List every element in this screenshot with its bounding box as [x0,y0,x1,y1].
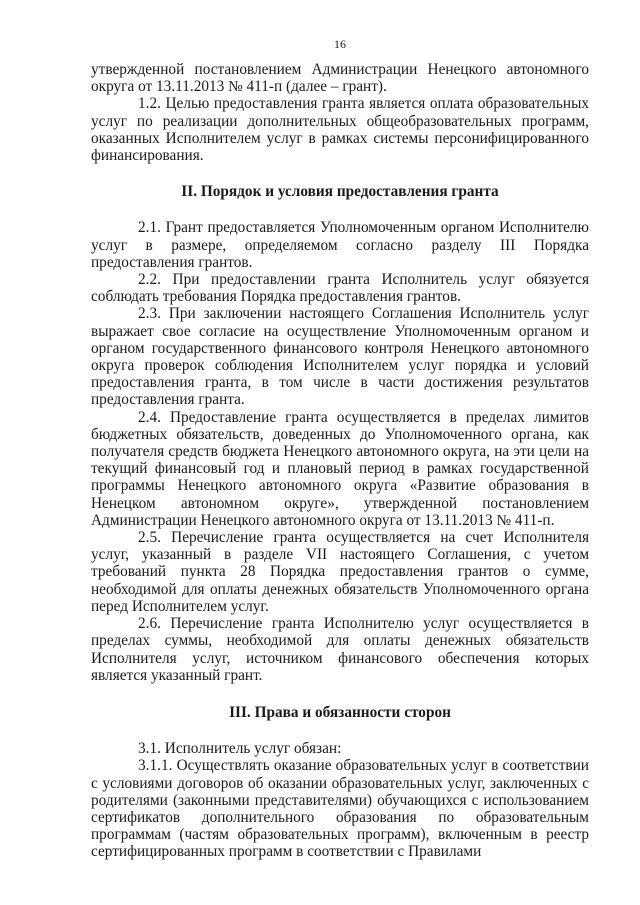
spacer [91,200,589,219]
paragraph-continuation: утвержденной постановлением Администрации Ненецкого автономного округа от 13.11.2013 № 411-п (далее – грант). [91,61,589,96]
paragraph-2-2: 2.2. При предоставлении гранта Исполнитель услуг обязуется соблюдать требования Порядка предоставления грантов. [91,271,589,306]
paragraph-3-1-1: 3.1.1. Осуществлять оказание образовательных услуг в соответствии с условиями договоров об оказании образовательных услуг, заключенных с родителями (законными представителями) обучающихся с использованием сертификатов дополнительного образования по образовательным программам (частям образовательных программ), включенным в реестр сертифицированных программ в соответствии с Правилами [91,757,589,861]
page-number: 16 [334,37,346,51]
paragraph-1-2: 1.2. Целью предоставления гранта является оплата образовательных услуг по реализации дополнительных общеобразовательных программ, оказанных Исполнителем услуг в рамках системы персонифицированного финансирования. [91,95,589,165]
document-body [91,61,589,861]
spacer [91,684,589,704]
paragraph-2-6: 2.6. Перечисление гранта Исполнителю услуг осуществляется в пределах суммы, необходимой для оплаты денежных обязательств Исполнителя услуг, источником финансового обеспечения которых является указанный грант. [91,615,589,684]
paragraph-3-1: 3.1. Исполнитель услуг обязан: [138,740,342,758]
spacer [91,721,589,740]
paragraph-2-3: 2.3. При заключении настоящего Соглашения Исполнитель услуг выражает свое согласие на осуществление Уполномоченным органом и органом государственного финансового контроля Ненецкого автономного округа проверок соблюдения Исполнителем услуг порядка и условий предоставления гранта, в том числе в части достижения результатов предоставления гранта. [91,305,589,409]
paragraph-2-4: 2.4. Предоставление гранта осуществляется в пределах лимитов бюджетных обязательств, доведенных до Уполномоченного органа, как получателя средств бюджета Ненецкого автономного округа, на эти цели на текущий финансовый год и плановый период в рамках государственной программы Ненецкого автономного округа «Развитие образования в Ненецком автономном округе», утвержденной постановлением Администрации Ненецкого автономного округа от 13.11.2013 № 411-п. [91,408,589,529]
section-heading-3: III. Права и обязанности сторон [229,703,451,721]
document-page [91,0,589,905]
spacer [91,164,589,183]
paragraph-2-5: 2.5. Перечисление гранта осуществляется на счет Исполнителя услуг, указанный в разделе VII настоящего Соглашения, с учетом требований пункта 28 Порядка предоставления грантов о сумме, необходимой для оплаты денежных обязательств Уполномоченного органа перед Исполнителем услуг. [91,529,589,615]
paragraph-2-1: 2.1. Грант предоставляется Уполномоченным органом Исполнителю услуг в размере, определяемом согласно разделу III Порядка предоставления грантов. [91,219,589,271]
section-heading-2: II. Порядок и условия предоставления гранта [181,183,499,201]
